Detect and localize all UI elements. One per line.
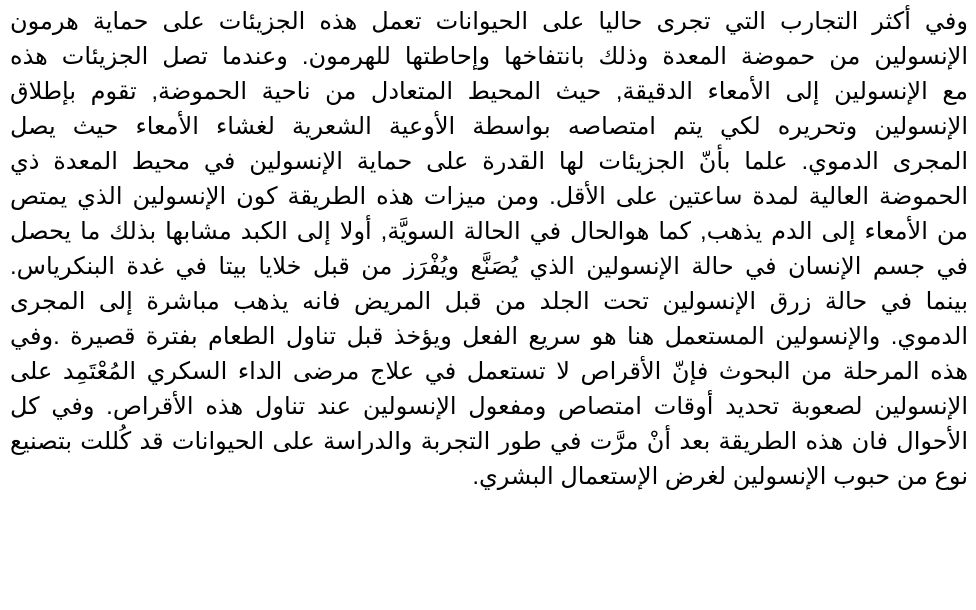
- text-line-8: في جسم الإنسان في حالة الإنسولين الذي يُصَنَّع ويُفْرَز من قبل خلايا بيتا في غدة البنكرياس.: [10, 253, 968, 280]
- article-paragraph: [10, 4, 968, 494]
- text-line-14: نوع من حبوب الإنسولين لغرض الإستعمال البشري.: [472, 463, 968, 490]
- text-line-6: الحموضة العالية لمدة ساعتين على الأقل. ومن ميزات هذه الطريقة كون الإنسولين الذي يمتص: [10, 183, 968, 210]
- text-line-9: بينما في حالة زرق الإنسولين تحت الجلد من قبل المريض فانه يذهب مباشرة إلى المجرى: [10, 288, 968, 315]
- text-line-10: الدموي. والإنسولين المستعمل هنا هو سريع الفعل ويؤخذ قبل تناول الطعام بفترة قصيرة .وفي: [10, 323, 968, 350]
- text-line-11: هذه المرحلة من البحوث فإنّ الأقراص لا تستعمل في علاج مرضى الداء السكري المُعْتَمِد على: [10, 358, 968, 385]
- text-line-3: مع الإنسولين إلى الأمعاء الدقيقة, حيث المحيط المتعادل من ناحية الحموضة, تقوم بإطلاق: [10, 78, 968, 105]
- text-line-2: الإنسولين من حموضة المعدة وذلك بانتفاخها وإحاطتها للهرمون. وعندما تصل الجزيئات هذه: [10, 43, 968, 70]
- text-line-5: المجرى الدموي. علما بأنّ الجزيئات لها القدرة على حماية الإنسولين في محيط المعدة ذي: [10, 148, 968, 175]
- text-line-12: الإنسولين لصعوبة تحديد أوقات امتصاص ومفعول الإنسولين عند تناول هذه الأقراص. وفي كل: [10, 393, 968, 420]
- text-line-7: من الأمعاء إلى الدم يذهب, كما هوالحال في الحالة السويَّة, أولا إلى الكبد مشابها بذلك ما يحصل: [10, 218, 968, 245]
- text-line-4: الإنسولين وتحريره لكي يتم امتصاصه بواسطة الأوعية الشعرية لغشاء الأمعاء حيث يصل: [10, 113, 968, 140]
- text-line-13: الأحوال فان هذه الطريقة بعد أنْ مرَّت في طور التجربة والدراسة على الحيوانات قد كُللت بتصنيع: [10, 428, 968, 455]
- text-line-1: وفي أكثر التجارب التي تجرى حاليا على الحيوانات تعمل هذه الجزيئات على حماية هرمون: [10, 8, 968, 35]
